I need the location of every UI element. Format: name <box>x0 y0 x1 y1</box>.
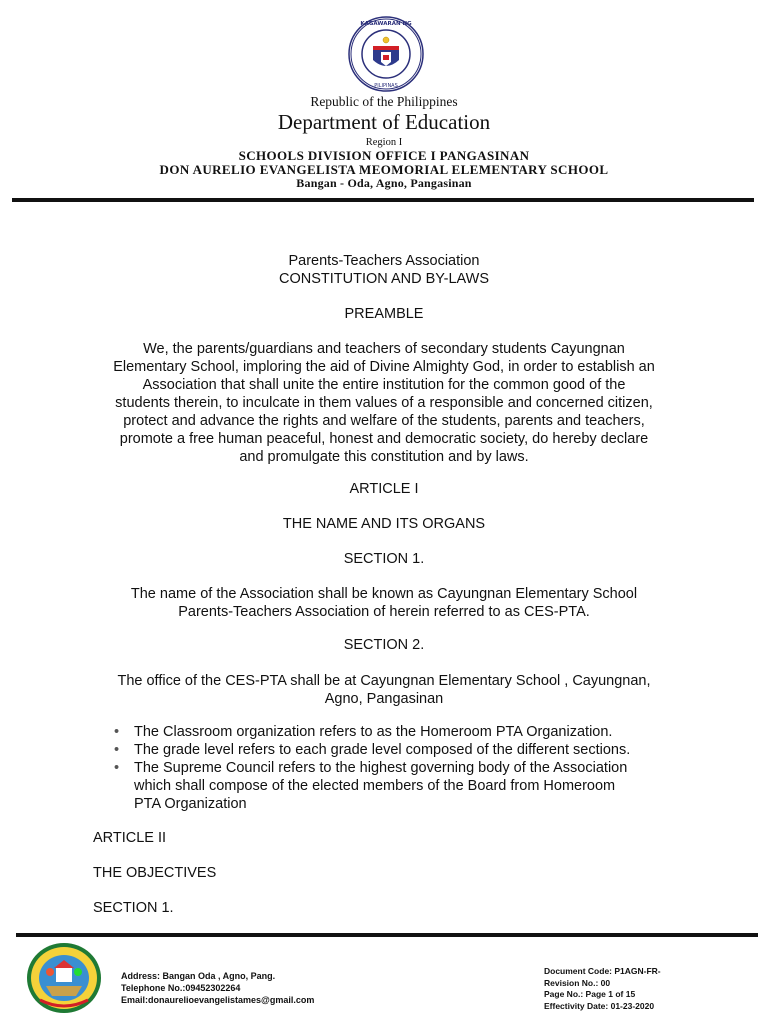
preamble-line: and promulgate this constitution and by laws. <box>239 449 529 465</box>
footer-contact <box>121 970 314 1006</box>
doc-title-1: Parents-Teachers Association <box>288 253 480 269</box>
footer-divider <box>16 933 758 937</box>
school-logo-icon <box>26 942 102 1014</box>
section-2-line: The office of the CES-PTA shall be at Cayungnan Elementary School , Cayungnan, <box>117 673 651 689</box>
section-1-line: Parents-Teachers Association of herein referred to as CES-PTA. <box>178 604 590 620</box>
preamble-paragraph <box>0 340 768 466</box>
preamble-line: protect and advance the rights and welfare of the students, parents and teachers, <box>123 413 645 429</box>
preamble-line: We, the parents/guardians and teachers of secondary students Cayungnan <box>143 341 625 357</box>
republic-line: Republic of the Philippines <box>310 94 458 109</box>
preamble-line: Association that shall unite the entire institution for the common good of the <box>142 377 626 393</box>
footer-address: Address: Bangan Oda , Agno, Pang. <box>121 971 276 981</box>
svg-text:KAGAWARAN NG: KAGAWARAN NG <box>360 21 412 27</box>
section-1-paragraph <box>0 585 768 621</box>
list-item: • The grade level refers to each grade level composed of the different sections. <box>108 741 728 759</box>
page-number: Page No.: Page 1 of 15 <box>544 989 636 999</box>
effectivity-date: Effectivity Date: 01-23-2020 <box>544 1000 655 1011</box>
preamble-line: students therein, to inculcate in them values of a responsible and concerned citizen, <box>115 395 653 411</box>
article-2-section-1: SECTION 1. <box>93 900 174 916</box>
footer-doc-info <box>544 966 661 1012</box>
school-name: DON AURELIO EVANGELISTA MEOMORIAL ELEMENTARY SCHOOL <box>159 162 609 177</box>
section-2-line: Agno, Pangasinan <box>324 691 444 707</box>
region-line: Region I <box>365 137 403 148</box>
deped-seal <box>348 16 424 92</box>
section-2-heading: SECTION 2. <box>343 637 425 653</box>
preamble-line: promote a free human peaceful, honest and democratic society, do hereby declare <box>119 431 649 447</box>
header-divider <box>12 198 754 202</box>
doc-title-2: CONSTITUTION AND BY-LAWS <box>278 271 489 287</box>
document-code: Document Code: P1AGN-FR- <box>544 966 661 976</box>
deped-seal-icon <box>348 16 424 92</box>
section-2-paragraph <box>0 672 768 708</box>
definitions-list <box>108 723 728 813</box>
footer-email: Email:donaurelioevangelistames@gmail.com <box>121 995 315 1005</box>
footer-telephone: Telephone No.:09452302264 <box>121 983 241 993</box>
preamble-line: Elementary School, imploring the aid of Divine Almighty God, in order to establish an <box>113 359 655 375</box>
department-title: Department of Education <box>277 110 491 134</box>
school-address: Bangan - Oda, Agno, Pangasinan <box>296 176 472 190</box>
division-line: SCHOOLS DIVISION OFFICE I PANGASINAN <box>238 148 530 163</box>
list-item: • The Classroom organization refers to as the Homeroom PTA Organization. <box>108 723 728 741</box>
section-1-line: The name of the Association shall be known as Cayungnan Elementary School <box>130 586 638 602</box>
section-1-heading: SECTION 1. <box>343 551 425 567</box>
article-2-heading: ARTICLE II <box>93 830 167 846</box>
article-1-heading: ARTICLE I <box>349 481 419 497</box>
preamble-heading: PREAMBLE <box>344 306 424 322</box>
revision-number: Revision No.: 00 <box>544 977 611 988</box>
article-2-title: THE OBJECTIVES <box>93 865 217 881</box>
list-item: • The Supreme Council refers to the highest governing body of the Association which shall compose of the elected members of the Board from Homeroom PTA Organization <box>108 759 728 813</box>
article-1-title: THE NAME AND ITS ORGANS <box>282 516 486 532</box>
svg-text:PILIPINAS: PILIPINAS <box>374 83 398 89</box>
school-logo <box>26 942 102 1014</box>
